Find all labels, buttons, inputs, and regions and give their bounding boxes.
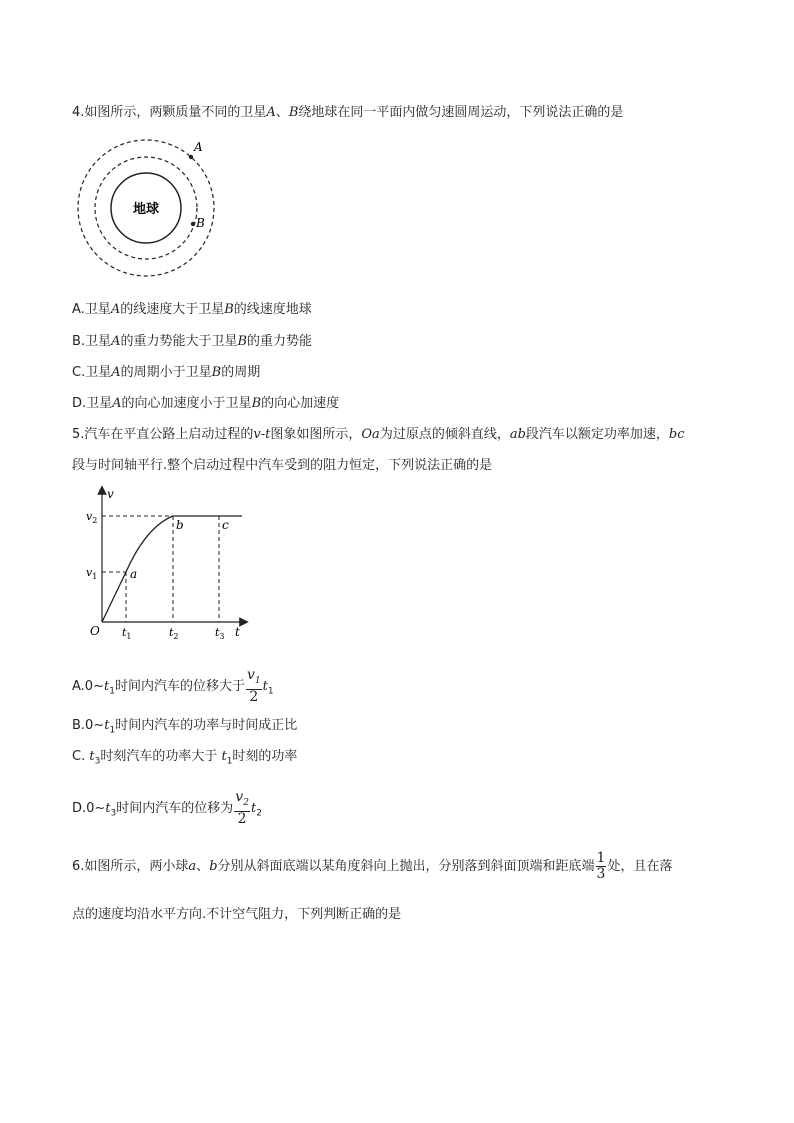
q6-ball-a: a [188, 859, 197, 874]
q5-option-b [72, 717, 297, 740]
q5-c-t-sub: 3 [94, 756, 101, 767]
q5-a-num: v [246, 667, 255, 683]
q6-mid: 分别从斜面底端以某角度斜向上抛出，分别落到斜面顶端和距底端 [217, 859, 595, 874]
q5-option-a [72, 668, 274, 708]
q4-stem-text: 4.如图所示，两颗质量不同的卫星 [72, 105, 267, 120]
q5-c-mid: 时刻汽车的功率大于 [100, 749, 222, 764]
t2-label: $t_2$ [169, 626, 179, 641]
q5-vt-graph [84, 485, 254, 645]
q4-sep: 、 [275, 105, 289, 120]
q5-c-t: t [89, 749, 95, 764]
x-axis-label: t [235, 625, 240, 639]
q4-d-mid: 的向心加速度小于卫星 [121, 396, 252, 411]
q5-d-t: t [105, 800, 111, 816]
q5-d-den: 2 [237, 810, 247, 827]
v1-label: $v_1$ [86, 566, 98, 581]
q4-sat-b: B [288, 105, 299, 120]
q6-frac-num: 1 [596, 850, 606, 866]
q5-c-t2: t [221, 749, 227, 764]
q5-bc: bc [668, 427, 685, 442]
q6-fraction [596, 851, 607, 882]
q6-sep: 、 [196, 859, 210, 874]
q6-pre: 6.如图所示，两小球 [72, 859, 189, 874]
q4-a-pre: A.卫星 [72, 302, 111, 317]
q4-option-d [72, 395, 339, 413]
q4-b-mid: 的重力势能大于卫星 [120, 334, 238, 349]
q4-stem-post: 绕地球在同一平面内做匀速圆周运动，下列说法正确的是 [298, 105, 624, 120]
q5-b-t: t [104, 718, 110, 733]
q5-d-pre: D.0~ [72, 800, 106, 816]
q4-a-mid: 的线速度大于卫星 [120, 302, 225, 317]
satellite-b-label: B [196, 216, 205, 230]
q4-option-b [72, 333, 312, 351]
q5-oa: Oa [361, 427, 380, 442]
q4-option-c [72, 364, 260, 382]
q4-d-s2: B [251, 396, 262, 411]
earth-label: 地球 [132, 202, 160, 217]
q5-b-pre: B.0~ [72, 718, 105, 733]
vt-curve [102, 516, 242, 622]
q5-a-mid: 时间内汽车的位移大于 [114, 678, 245, 694]
point-b-label: b [176, 518, 184, 532]
q4-a-s2: B [224, 302, 234, 317]
q5-b-post: 时间内汽车的功率与时间成正比 [115, 718, 298, 733]
q4-sat-a: A [266, 105, 276, 120]
q6-frac-den: 3 [596, 866, 606, 882]
q5-d-t-sub: 3 [110, 808, 117, 819]
point-c-label: c [222, 518, 229, 532]
q6-line2: 点的速度均沿水平方向.不计空气阻力，下列判断正确的是 [72, 907, 402, 922]
q4-b-s1: A [111, 334, 121, 349]
t3-label: $t_3$ [215, 626, 225, 641]
q5-c-t2-sub: 1 [226, 756, 233, 767]
q5-stem-line2 [72, 457, 492, 475]
t1-label: $t_1$ [122, 626, 132, 641]
point-a-label: a [130, 567, 138, 581]
q4-d-post: 的向心加速度 [261, 396, 340, 411]
q4-c-mid: 的周期小于卫星 [120, 365, 212, 380]
q5-d-fraction [234, 790, 250, 827]
q4-d-s1: A [112, 396, 122, 411]
q6-post: 处，且在落 [607, 859, 673, 874]
q4-a-post: 的线速度地球 [233, 302, 312, 317]
q5-a-tt-sub: 1 [267, 686, 274, 697]
q6-stem-line1 [72, 850, 672, 884]
q4-d-pre: D.卫星 [72, 396, 113, 411]
q5-a-pre: A.0~ [72, 678, 104, 694]
q5-d-tt-sub: 2 [256, 808, 262, 819]
q5-c-post: 时刻的功率 [232, 749, 298, 764]
q5-stem1-mid1: 图象如图所示， [270, 427, 362, 442]
q5-d-num: v [235, 789, 244, 805]
q6-stem-line2 [72, 906, 401, 924]
q4-c-s1: A [111, 365, 121, 380]
q4-stem [72, 104, 623, 122]
q5-a-t-sub: 1 [109, 686, 115, 697]
q5-a-t: t [103, 678, 110, 694]
q5-option-d [72, 790, 262, 830]
q5-stem2: 段与时间轴平行.整个启动过程中汽车受到的阻力恒定，下列说法正确的是 [72, 458, 493, 473]
q5-d-num-sub: 2 [243, 797, 249, 808]
satellite-a-dot [189, 155, 193, 159]
q4-a-s1: A [110, 302, 121, 317]
q5-stem1-mid2: 为过原点的倾斜直线， [379, 427, 510, 442]
q5-a-den: 2 [249, 688, 259, 705]
q5-a-tt: t [262, 678, 268, 694]
satellite-a-label: A [194, 140, 203, 154]
q5-b-t-sub: 1 [109, 725, 116, 736]
v2-label: $v_2$ [86, 510, 98, 525]
satellite-b-dot [191, 222, 195, 226]
q5-stem-line1 [72, 426, 685, 444]
q5-d-tt: t [250, 800, 257, 816]
q5-ab: ab [509, 427, 526, 442]
q5-d-mid: 时间内汽车的位移为 [116, 800, 234, 816]
q4-orbit-figure [77, 138, 215, 278]
q5-c-pre: C. [72, 749, 90, 764]
y-axis-label: v [107, 487, 114, 501]
q5-a-fraction [246, 668, 262, 705]
q5-a-num-sub: 1 [254, 675, 261, 686]
q6-ball-b: b [209, 859, 218, 874]
q4-c-s2: B [211, 365, 222, 380]
q4-b-s2: B [237, 334, 248, 349]
q4-c-post: 的周期 [221, 365, 261, 380]
q4-option-a [72, 301, 312, 319]
q4-c-pre: C.卫星 [72, 365, 112, 380]
q4-b-post: 的重力势能 [247, 334, 313, 349]
q5-option-c [72, 748, 297, 771]
origin-label: O [90, 624, 100, 638]
q4-b-pre: B.卫星 [72, 334, 112, 349]
q5-stem1-pre: 5.汽车在平直公路上启动过程的 [72, 427, 254, 442]
q5-stem1-mid3: 段汽车以额定功率加速， [525, 427, 669, 442]
q5-vt: v-t [253, 427, 271, 442]
